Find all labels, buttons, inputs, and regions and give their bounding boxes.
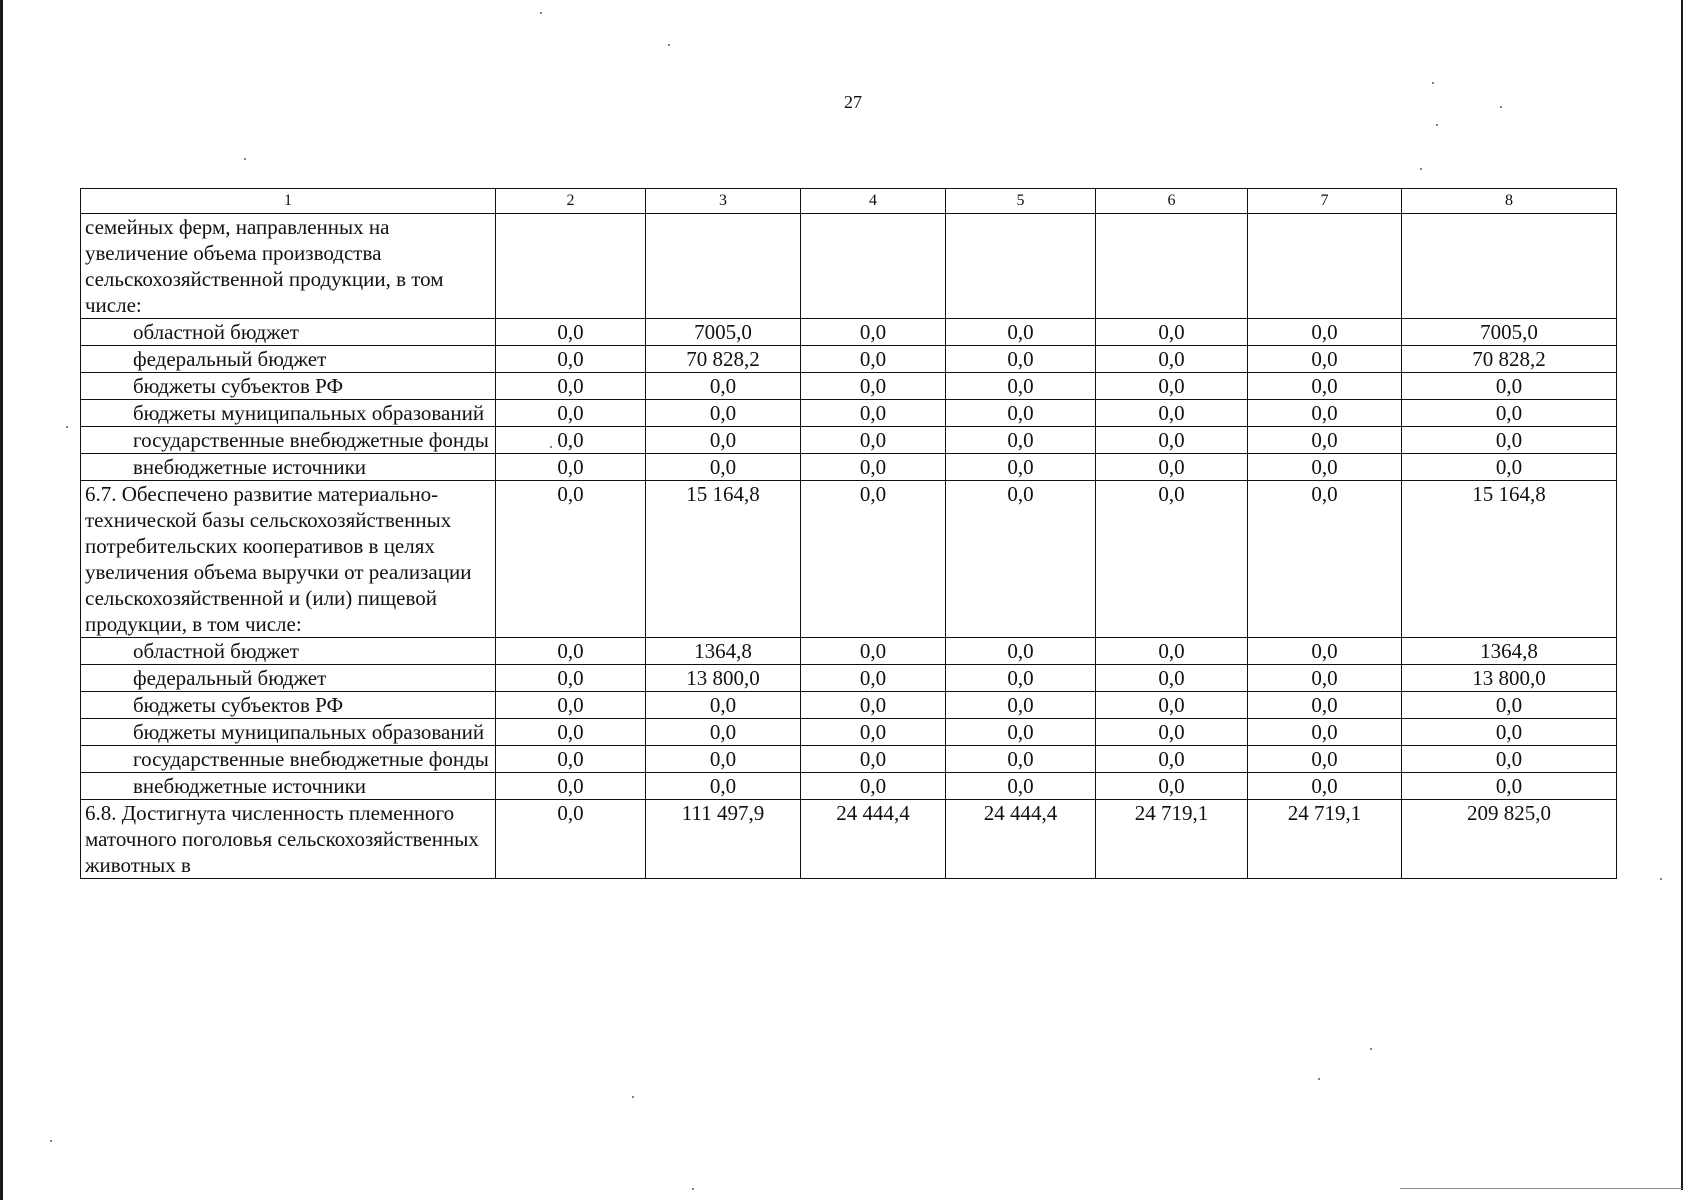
budget-source-row	[81, 773, 1617, 800]
value-cell: 0,0	[1402, 773, 1617, 800]
column-number: 3	[646, 189, 801, 214]
scan-speck	[50, 1140, 52, 1142]
budget-source-row	[81, 692, 1617, 719]
value-cell: 0,0	[496, 346, 646, 373]
value-cell	[801, 214, 946, 319]
value-cell: 0,0	[946, 746, 1096, 773]
value-cell: 0,0	[1096, 773, 1248, 800]
value-cell: 0,0	[1096, 454, 1248, 481]
budget-source-row	[81, 427, 1617, 454]
value-cell: 0,0	[646, 746, 801, 773]
value-cell: 1364,8	[1402, 638, 1617, 665]
value-cell: 0,0	[496, 773, 646, 800]
value-cell: 0,0	[1402, 719, 1617, 746]
budget-source-row	[81, 746, 1617, 773]
value-cell: 1364,8	[646, 638, 801, 665]
value-cell: 0,0	[496, 319, 646, 346]
value-cell	[1402, 214, 1617, 319]
value-cell: 0,0	[646, 454, 801, 481]
scan-speck	[632, 1096, 634, 1098]
value-cell: 15 164,8	[646, 481, 801, 638]
value-cell: 13 800,0	[1402, 665, 1617, 692]
value-cell: 0,0	[1096, 692, 1248, 719]
value-cell: 111 497,9	[646, 800, 801, 879]
value-cell: 0,0	[1248, 692, 1402, 719]
value-cell: 0,0	[801, 319, 946, 346]
value-cell: 0,0	[801, 427, 946, 454]
value-cell	[646, 214, 801, 319]
value-cell: 0,0	[946, 481, 1096, 638]
value-cell: 0,0	[496, 481, 646, 638]
value-cell: 0,0	[1248, 319, 1402, 346]
budget-source-row	[81, 665, 1617, 692]
column-number: 2	[496, 189, 646, 214]
funding-source-label: государственные внебюджетные фонды	[81, 427, 496, 454]
value-cell: 0,0	[946, 638, 1096, 665]
value-cell: 0,0	[646, 427, 801, 454]
value-cell: 0,0	[646, 373, 801, 400]
value-cell: 0,0	[1402, 454, 1617, 481]
scan-speck	[1420, 168, 1422, 170]
scan-bottom-edge	[1400, 1188, 1682, 1189]
value-cell: 0,0	[1096, 346, 1248, 373]
value-cell: 0,0	[801, 400, 946, 427]
value-cell: 0,0	[946, 719, 1096, 746]
budget-source-row	[81, 346, 1617, 373]
funding-source-label: бюджеты муниципальных образований	[81, 400, 496, 427]
value-cell	[946, 214, 1096, 319]
value-cell: 0,0	[801, 346, 946, 373]
value-cell	[1248, 214, 1402, 319]
value-cell: 0,0	[496, 800, 646, 879]
value-cell: 24 719,1	[1096, 800, 1248, 879]
funding-source-label: областной бюджет	[81, 319, 496, 346]
scan-speck	[1660, 878, 1662, 880]
value-cell: 15 164,8	[1402, 481, 1617, 638]
value-cell: 0,0	[1096, 400, 1248, 427]
scan-speck	[1370, 1048, 1372, 1050]
value-cell: 0,0	[1248, 746, 1402, 773]
value-cell: 0,0	[1248, 400, 1402, 427]
value-cell: 70 828,2	[646, 346, 801, 373]
value-cell: 0,0	[946, 665, 1096, 692]
value-cell: 209 825,0	[1402, 800, 1617, 879]
value-cell: 0,0	[1402, 427, 1617, 454]
value-cell: 0,0	[801, 373, 946, 400]
value-cell: 0,0	[801, 481, 946, 638]
value-cell: 0,0	[1248, 427, 1402, 454]
value-cell: 0,0	[646, 400, 801, 427]
scan-speck	[1436, 124, 1438, 126]
section-title: 6.7. Обеспечено развитие материально-технической базы сельскохозяйственных потребительских кооперативов в целях увеличения объема выручки от реализации сельскохозяйственной и (или) пищевой продукции, в том числе:	[81, 481, 496, 638]
value-cell: 0,0	[496, 373, 646, 400]
scan-speck	[1432, 82, 1434, 84]
value-cell: 0,0	[1402, 400, 1617, 427]
value-cell: 0,0	[496, 427, 646, 454]
value-cell: 0,0	[1096, 746, 1248, 773]
scan-right-border	[1681, 0, 1683, 1190]
funding-source-label: внебюджетные источники	[81, 773, 496, 800]
value-cell: 0,0	[1096, 319, 1248, 346]
budget-source-row	[81, 400, 1617, 427]
value-cell: 0,0	[946, 454, 1096, 481]
value-cell: 0,0	[1096, 481, 1248, 638]
value-cell: 0,0	[496, 746, 646, 773]
value-cell: 0,0	[496, 400, 646, 427]
value-cell: 0,0	[1402, 692, 1617, 719]
value-cell: 0,0	[1248, 665, 1402, 692]
scan-speck	[1318, 1078, 1320, 1080]
section-title: 6.8. Достигнута численность племенного маточного поголовья сельскохозяйственных животных в	[81, 800, 496, 879]
value-cell: 0,0	[1248, 454, 1402, 481]
value-cell: 0,0	[801, 719, 946, 746]
scan-left-border	[0, 0, 3, 1200]
scan-speck	[692, 1188, 694, 1190]
column-number-row	[81, 189, 1617, 214]
scan-speck	[244, 158, 246, 160]
value-cell: 0,0	[496, 638, 646, 665]
value-cell: 0,0	[946, 319, 1096, 346]
funding-source-label: государственные внебюджетные фонды	[81, 746, 496, 773]
funding-source-label: областной бюджет	[81, 638, 496, 665]
section-row	[81, 214, 1617, 319]
budget-source-row	[81, 638, 1617, 665]
value-cell: 0,0	[946, 346, 1096, 373]
section-row	[81, 481, 1617, 638]
value-cell: 0,0	[1096, 665, 1248, 692]
value-cell: 0,0	[946, 773, 1096, 800]
funding-source-label: бюджеты субъектов РФ	[81, 692, 496, 719]
budget-table	[80, 188, 1617, 879]
value-cell: 0,0	[1248, 773, 1402, 800]
funding-source-label: бюджеты муниципальных образований	[81, 719, 496, 746]
value-cell: 0,0	[801, 454, 946, 481]
value-cell: 0,0	[646, 773, 801, 800]
scan-speck	[668, 44, 670, 46]
budget-source-row	[81, 719, 1617, 746]
value-cell: 0,0	[496, 665, 646, 692]
value-cell	[1096, 214, 1248, 319]
scan-speck	[66, 426, 68, 428]
value-cell: 0,0	[1402, 746, 1617, 773]
value-cell: 0,0	[801, 746, 946, 773]
value-cell: 24 444,4	[801, 800, 946, 879]
value-cell: 70 828,2	[1402, 346, 1617, 373]
column-number: 6	[1096, 189, 1248, 214]
value-cell: 0,0	[801, 638, 946, 665]
value-cell: 0,0	[946, 692, 1096, 719]
budget-source-row	[81, 319, 1617, 346]
value-cell: 0,0	[801, 665, 946, 692]
value-cell: 0,0	[1096, 638, 1248, 665]
column-number: 7	[1248, 189, 1402, 214]
value-cell: 0,0	[496, 454, 646, 481]
value-cell: 24 719,1	[1248, 800, 1402, 879]
column-number: 4	[801, 189, 946, 214]
scan-speck	[540, 12, 542, 14]
value-cell: 24 444,4	[946, 800, 1096, 879]
value-cell: 0,0	[1248, 481, 1402, 638]
value-cell	[496, 214, 646, 319]
scan-speck	[550, 446, 552, 448]
value-cell: 0,0	[946, 427, 1096, 454]
value-cell: 0,0	[1096, 719, 1248, 746]
value-cell: 0,0	[646, 719, 801, 746]
value-cell: 0,0	[946, 373, 1096, 400]
value-cell: 0,0	[801, 692, 946, 719]
budget-source-row	[81, 373, 1617, 400]
value-cell: 0,0	[946, 400, 1096, 427]
value-cell: 0,0	[1402, 373, 1617, 400]
funding-source-label: бюджеты субъектов РФ	[81, 373, 496, 400]
budget-source-row	[81, 454, 1617, 481]
section-title: семейных ферм, направленных на увеличение объема производства сельскохозяйственной продукции, в том числе:	[81, 214, 496, 319]
scan-speck	[1500, 106, 1502, 108]
value-cell: 0,0	[1248, 346, 1402, 373]
value-cell: 0,0	[1248, 638, 1402, 665]
section-row	[81, 800, 1617, 879]
funding-source-label: внебюджетные источники	[81, 454, 496, 481]
column-number: 5	[946, 189, 1096, 214]
value-cell: 7005,0	[646, 319, 801, 346]
value-cell: 0,0	[1096, 427, 1248, 454]
value-cell: 0,0	[646, 692, 801, 719]
value-cell: 0,0	[801, 773, 946, 800]
column-number: 1	[81, 189, 496, 214]
funding-source-label: федеральный бюджет	[81, 346, 496, 373]
value-cell: 0,0	[1096, 373, 1248, 400]
value-cell: 7005,0	[1402, 319, 1617, 346]
value-cell: 0,0	[1248, 373, 1402, 400]
column-number: 8	[1402, 189, 1617, 214]
funding-source-label: федеральный бюджет	[81, 665, 496, 692]
value-cell: 0,0	[496, 719, 646, 746]
value-cell: 0,0	[496, 692, 646, 719]
page-number: 27	[844, 92, 862, 112]
value-cell: 0,0	[1248, 719, 1402, 746]
value-cell: 13 800,0	[646, 665, 801, 692]
